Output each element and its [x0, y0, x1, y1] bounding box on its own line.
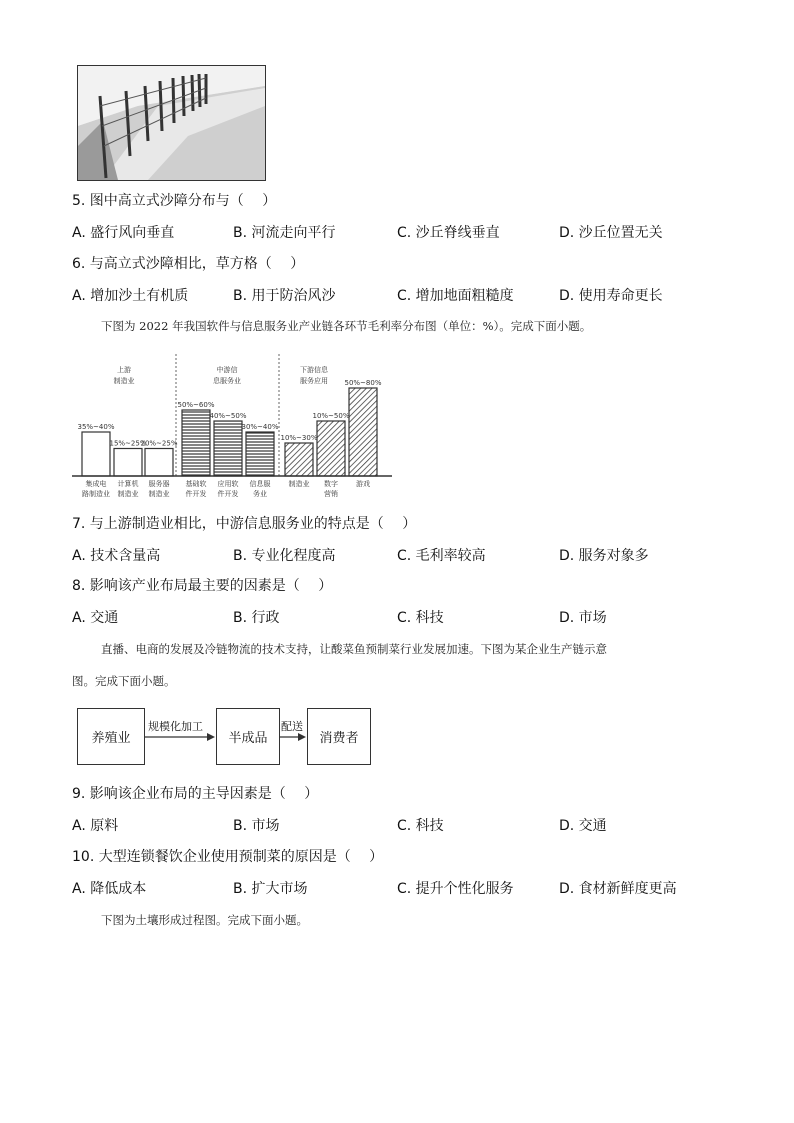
q5-option-d[interactable]: D. 沙丘位置无关 [559, 225, 663, 241]
group-label: 上游 [117, 366, 131, 374]
q9-option-d[interactable]: D. 交通 [559, 818, 607, 834]
category-label: 营销 [324, 490, 338, 498]
group-label: 中游信 [216, 366, 238, 374]
category-label: 件开发 [217, 490, 239, 498]
bar-range-label: 15%~25% [109, 439, 147, 448]
question-9: 9. 影响该企业布局的主导因素是（ ） [72, 786, 319, 802]
flow-intro-line1: 直播、电商的发展及冷链物流的技术支持，让酸菜鱼预制菜行业发展加速。下图为某企业生产链示意 [101, 642, 607, 656]
q10-option-c[interactable]: C. 提升个性化服务 [397, 881, 514, 897]
flow-box-consumer [307, 708, 371, 765]
sand-barrier-photo [77, 65, 266, 181]
flow-box-semi-finished [216, 708, 280, 765]
q5-option-b[interactable]: B. 河流走向平行 [233, 225, 336, 241]
chart-bar [317, 421, 345, 476]
q7-option-b[interactable]: B. 专业化程度高 [233, 548, 336, 564]
category-label: 务业 [253, 490, 267, 498]
q5-option-a[interactable]: A. 盛行风向垂直 [72, 225, 175, 241]
group-label: 制造业 [113, 377, 135, 385]
question-7: 7. 与上游制造业相比，中游信息服务业的特点是（ ） [72, 516, 417, 532]
group-label: 息服务业 [213, 377, 241, 385]
chart-bar [82, 432, 110, 476]
category-label: 件开发 [185, 490, 207, 498]
chart-bar [246, 432, 274, 476]
bar-range-label: 35%~40% [77, 423, 115, 431]
chart-intro: 下图为 2022 年我国软件与信息服务业产业链各环节毛利率分布图（单位：%）。完成下面小题。 [101, 319, 592, 333]
category-label: 制造业 [117, 490, 139, 498]
flow-box-breeding-label: 养殖业 [91, 731, 131, 746]
q6-option-a[interactable]: A. 增加沙土有机质 [72, 288, 189, 304]
question-10: 10. 大型连锁餐饮企业使用预制菜的原因是（ ） [72, 849, 384, 865]
category-label: 游戏 [356, 480, 370, 488]
q6-option-d[interactable]: D. 使用寿命更长 [559, 288, 663, 304]
flow-box-breeding [77, 708, 145, 765]
q8-option-b[interactable]: B. 行政 [233, 610, 280, 626]
bar-range-label: 10%~30% [280, 434, 318, 442]
flow-arrow-2-label: 配送 [281, 720, 303, 733]
flow-box-consumer-label: 消费者 [319, 731, 359, 746]
category-label: 集成电 [85, 480, 107, 488]
chart-bar [145, 449, 173, 477]
chart-bar [182, 410, 210, 476]
flow-box-semi-finished-label: 半成品 [228, 731, 268, 746]
question-5: 5. 图中高立式沙障分布与（ ） [72, 193, 277, 209]
q10-option-b[interactable]: B. 扩大市场 [233, 881, 308, 897]
bar-range-label: 50%~80% [344, 379, 382, 387]
category-label: 基础软 [185, 480, 207, 488]
group-label: 服务应用 [300, 377, 328, 385]
bar-range-label: 50%~60% [177, 401, 215, 409]
q6-option-c[interactable]: C. 增加地面粗糙度 [397, 288, 514, 304]
category-label: 数字 [324, 480, 338, 488]
q5-option-c[interactable]: C. 沙丘脊线垂直 [397, 225, 500, 241]
category-label: 服务器 [148, 480, 170, 488]
category-label: 计算机 [117, 480, 139, 488]
gross-margin-chart [72, 354, 402, 504]
flow-arrow-1-label: 规模化加工 [148, 720, 203, 733]
q8-option-a[interactable]: A. 交通 [72, 610, 119, 626]
q10-option-d[interactable]: D. 食材新鲜度更高 [559, 881, 677, 897]
bar-range-label: 40%~50% [209, 412, 247, 420]
chart-bar [349, 388, 377, 476]
q9-option-c[interactable]: C. 科技 [397, 818, 444, 834]
category-label: 信息服 [249, 480, 271, 488]
q10-option-a[interactable]: A. 降低成本 [72, 881, 147, 897]
q7-option-c[interactable]: C. 毛利率较高 [397, 548, 486, 564]
q6-option-b[interactable]: B. 用于防治风沙 [233, 288, 336, 304]
category-label: 路制造业 [82, 490, 110, 498]
bar-range-label: 10%~50% [312, 412, 350, 420]
category-label: 制造业 [148, 490, 170, 498]
q7-option-d[interactable]: D. 服务对象多 [559, 548, 649, 564]
group-label: 下游信息 [300, 366, 328, 374]
category-label: 制造业 [288, 480, 310, 488]
category-label: 应用软 [217, 480, 239, 488]
question-8: 8. 影响该产业布局最主要的因素是（ ） [72, 578, 333, 594]
bar-range-label: 30%~40% [241, 423, 279, 431]
chart-bar [285, 443, 313, 476]
bar-range-label: 20%~25% [140, 439, 178, 448]
q7-option-a[interactable]: A. 技术含量高 [72, 548, 161, 564]
soil-intro: 下图为土壤形成过程图。完成下面小题。 [101, 913, 308, 927]
q8-option-d[interactable]: D. 市场 [559, 610, 607, 626]
q8-option-c[interactable]: C. 科技 [397, 610, 444, 626]
question-6: 6. 与高立式沙障相比，草方格（ ） [72, 256, 305, 272]
chart-bar [214, 421, 242, 476]
flow-intro-line2: 图。完成下面小题。 [72, 674, 176, 688]
q9-option-a[interactable]: A. 原料 [72, 818, 119, 834]
q9-option-b[interactable]: B. 市场 [233, 818, 280, 834]
chart-bar [114, 449, 142, 477]
